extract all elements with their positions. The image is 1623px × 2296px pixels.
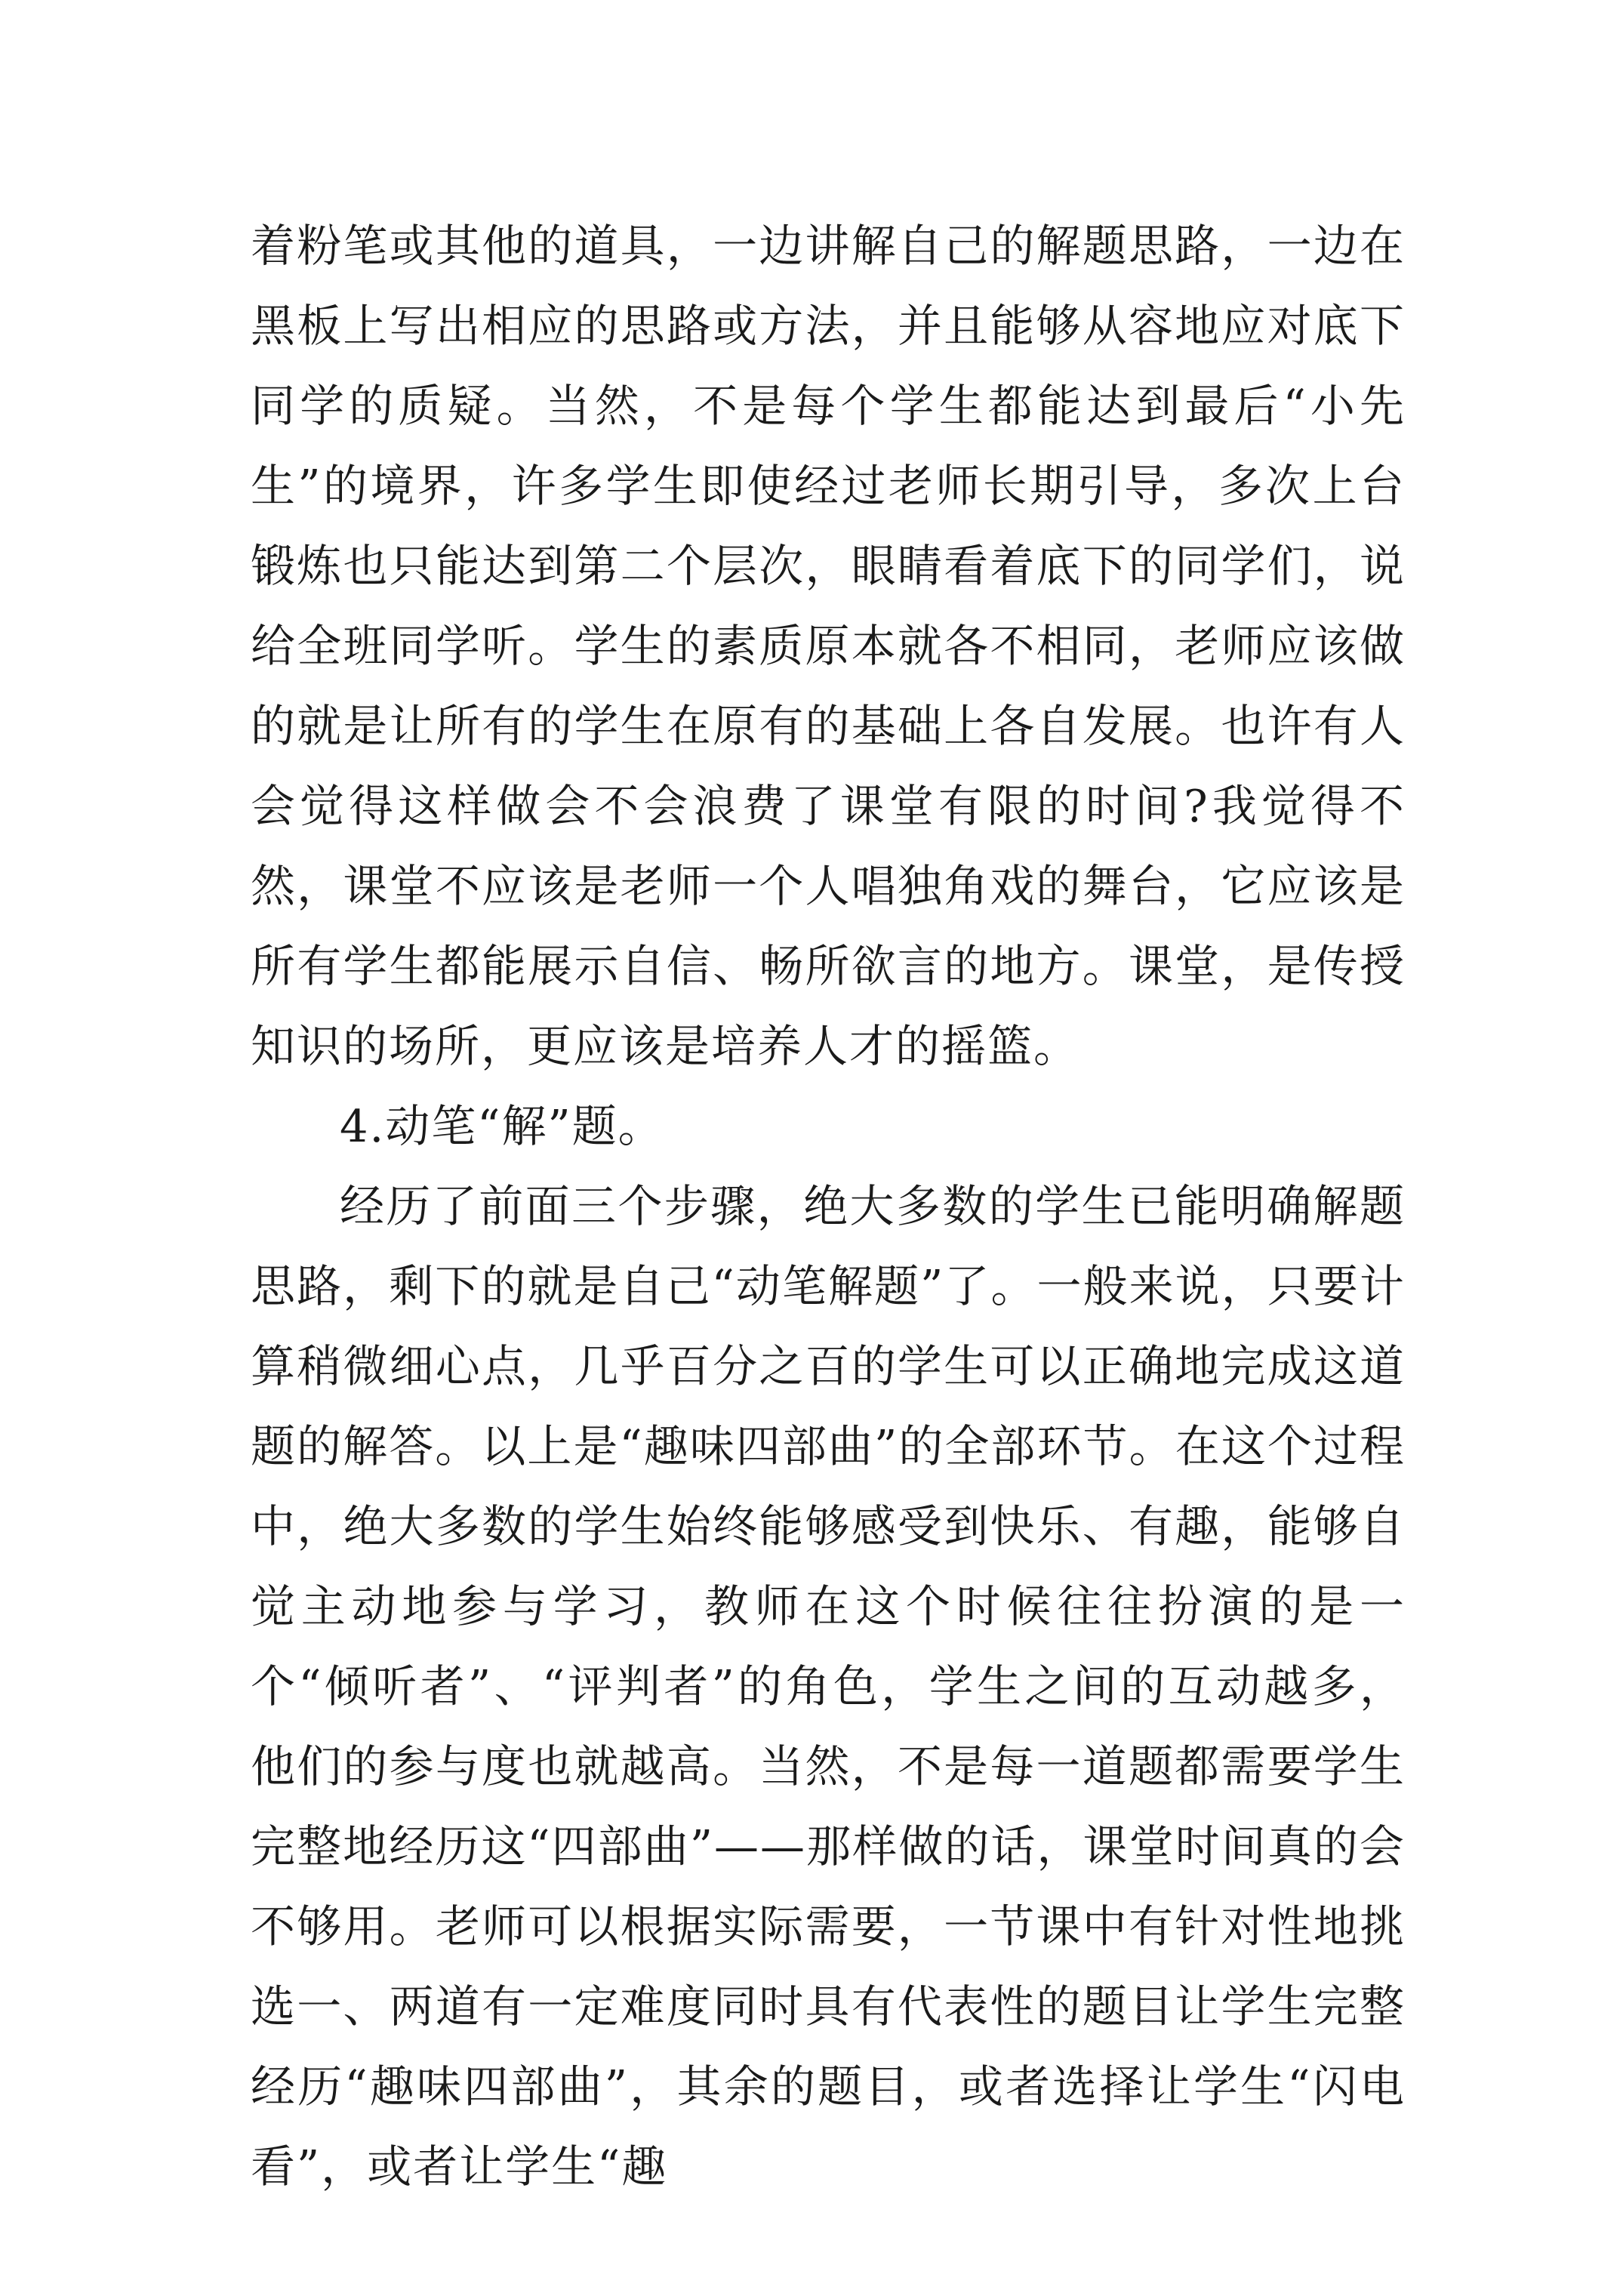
section-heading-step-4: 4.动笔“解”题。 [340,1100,664,1152]
paragraph-step-4-body: 经历了前面三个步骤，绝大多数的学生已能明确解题思路，剩下的就是自己“动笔解题”了。一般来说，只要计算稍微细心点，几乎百分之百的学生可以正确地完成这道题的解答。以上是“趣味四部曲”的全部环节。在这个过程中，绝大多数的学生始终能够感受到快乐、有趣，能够自觉主动地参与学习，教师在这个时候往往扮演的是一个“倾听者”、“评判者”的角色，学生之间的互动越多，他们的参与度也就越高。当然，不是每一道题都需要学生完整地经历这“四部曲”——那样做的话，课堂时间真的会不够用。老师可以根据实际需要，一节课中有针对性地挑选一、两道有一定难度同时具有代表性的题目让学生完整经历“趣味四部曲”，其余的题目，或者选择让学生“闪电看”，或者让学生“趣 [251,1180,1406,2193]
document-body [251,206,1406,2207]
paragraph-continuation: 着粉笔或其他的道具，一边讲解自己的解题思路，一边在黑板上写出相应的思路或方法，并且能够从容地应对底下同学的质疑。当然，不是每个学生都能达到最后“小先生”的境界，许多学生即使经过老师长期引导，多次上台锻炼也只能达到第二个层次，眼睛看着底下的同学们，说给全班同学听。学生的素质原本就各不相同，老师应该做的就是让所有的学生在原有的基础上各自发展。也许有人会觉得这样做会不会浪费了课堂有限的时间?我觉得不然，课堂不应该是老师一个人唱独角戏的舞台，它应该是所有学生都能展示自信、畅所欲言的地方。课堂，是传授知识的场所，更应该是培养人才的摇篮。 [251,220,1406,1072]
